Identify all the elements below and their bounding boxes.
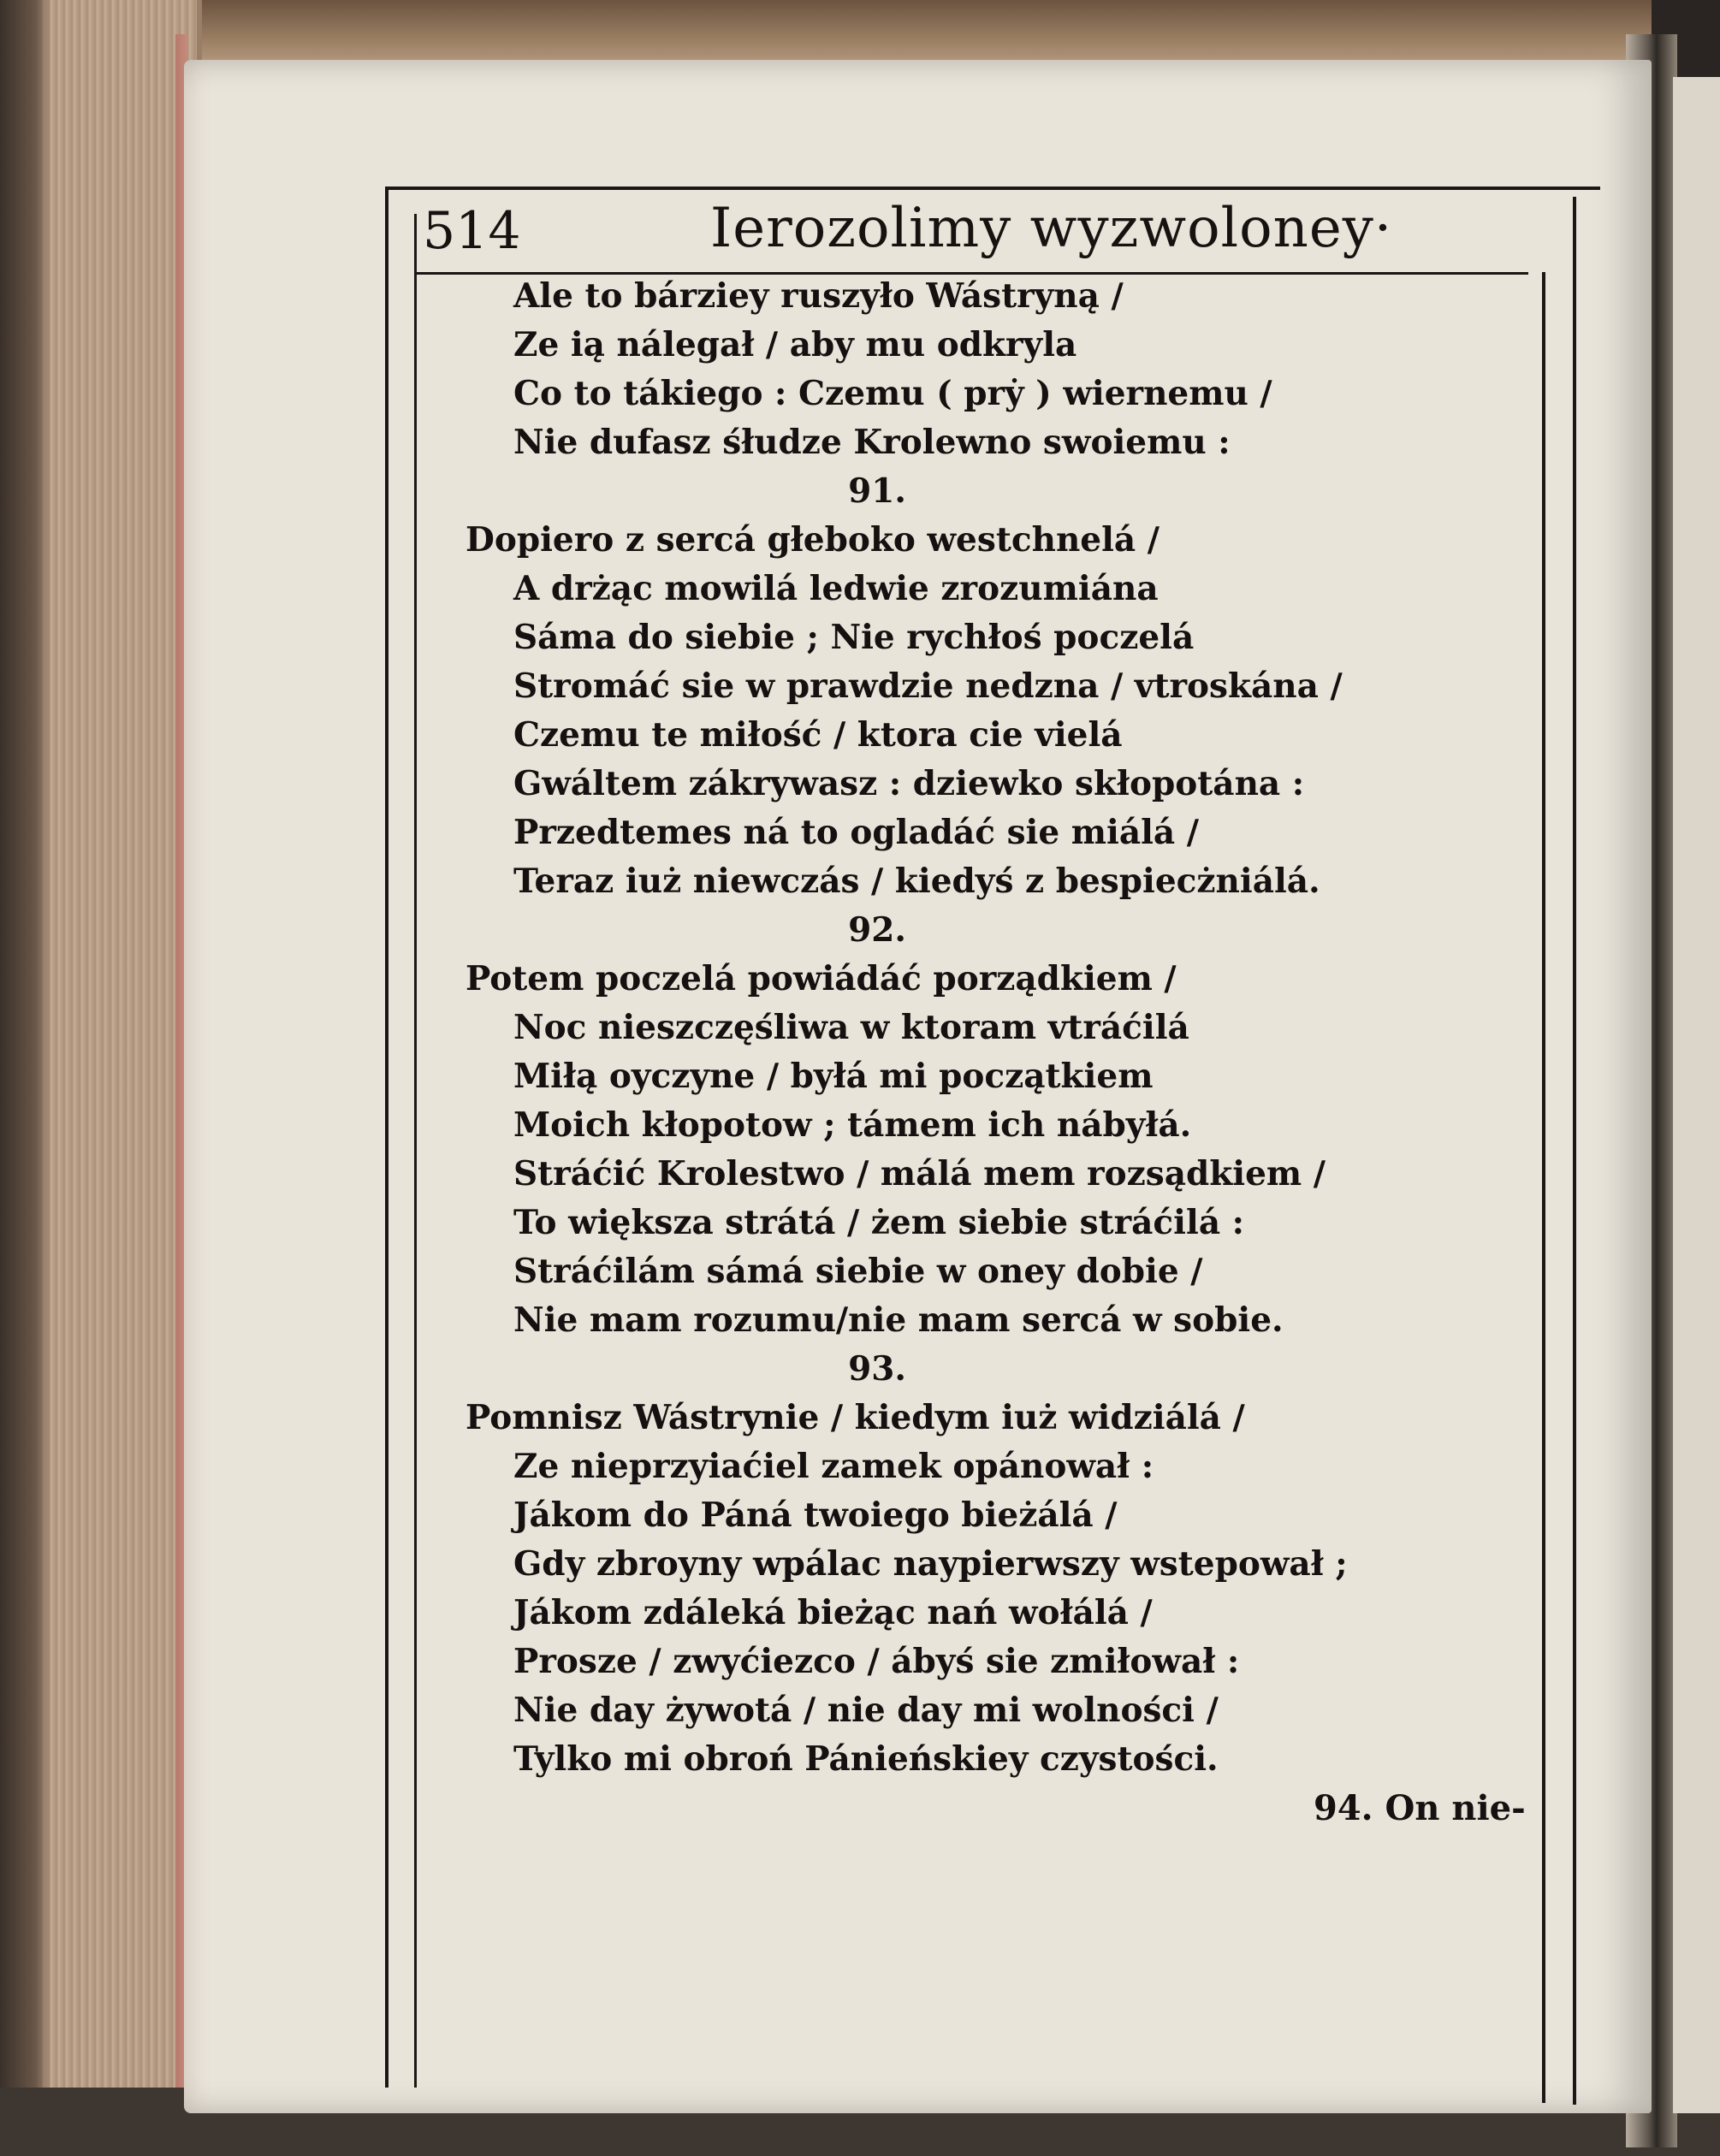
- verse-line: Nie mam rozumu/nie mam sercá w sobie.: [513, 1300, 1284, 1340]
- verse-line: Dopiero z sercá głeboko westchnelá /: [466, 520, 1160, 560]
- verse-line: Jákom do Páná twoiego bieżálá /: [513, 1496, 1118, 1535]
- page-stack-shadow: [0, 0, 51, 2156]
- verse-line: Nie day żywotá / nie day mi wolności /: [513, 1691, 1219, 1730]
- stanza-number: 93.: [848, 1349, 906, 1389]
- verse-line: Miłą oyczyne / byłá mi początkiem: [513, 1057, 1154, 1096]
- verse-line: A drżąc mowilá ledwie zrozumiána: [513, 569, 1159, 608]
- verse-line: Jákom zdáleká bieżąc nań wołálá /: [513, 1593, 1153, 1632]
- verse-line: Stromáć sie w prawdzie nedzna / vtroskána /: [513, 666, 1343, 706]
- verse-line: Ze nieprzyiaćiel zamek opánował :: [513, 1447, 1154, 1486]
- verse-line: Moich kłopotow ; támem ich nábyłá.: [513, 1105, 1192, 1145]
- verse-line: Prosze / zwyćiezco / ábyś sie zmiłował :: [513, 1642, 1240, 1681]
- verse-line: Ze ią nálegał / aby mu odkryla: [513, 325, 1077, 364]
- verse-line: To większa strátá / żem siebie stráćilá :: [513, 1203, 1245, 1242]
- verse-line: Stráćić Krolestwo / málá mem rozsądkiem /: [513, 1154, 1326, 1194]
- verse-line: Pomnisz Wástrynie / kiedym iuż widziálá /: [466, 1398, 1245, 1437]
- verse-line: Teraz iuż niewczás / kiedyś z bespiecżniálá.: [513, 862, 1320, 901]
- page-number: 514: [423, 201, 521, 261]
- facing-page: [1673, 77, 1720, 2113]
- verse-line: Noc nieszczęśliwa w ktoram vtráćilá: [513, 1008, 1189, 1047]
- stanza-number: 92.: [848, 910, 906, 950]
- verse-line: Przedtemes ná to ogladáć sie miálá /: [513, 813, 1200, 852]
- frame-rule-right-outer: [1573, 197, 1576, 2105]
- verse-line: Gdy zbroyny wpálac naypierwszy wstepował ;: [513, 1544, 1348, 1584]
- verse-line: Tylko mi obroń Pánieńskiey czystości.: [513, 1739, 1219, 1779]
- verse-line: Ale to bárziey ruszyło Wástryną /: [513, 276, 1124, 316]
- catchword: 94. On nie-: [1314, 1788, 1526, 1828]
- frame-rule-left-outer: [385, 188, 388, 2088]
- stanza-number: 91.: [848, 471, 906, 511]
- verse-block: [466, 272, 1540, 1784]
- frame-rule-right-inner: [1542, 272, 1545, 2103]
- verse-line: Czemu te miłość / ktora cie vielá: [513, 715, 1123, 755]
- verse-line: Potem poczelá powiádáć porządkiem /: [466, 959, 1177, 998]
- book-top-edge: [0, 0, 1652, 68]
- verse-line: Gwáltem zákrywasz : dziewko skłopotána :: [513, 764, 1305, 803]
- frame-rule-top: [385, 187, 1600, 190]
- verse-line: Co to tákiego : Czemu ( prẏ ) wiernemu /: [513, 374, 1272, 413]
- running-title: Ierozolimy wyzwoloney·: [710, 197, 1393, 260]
- verse-line: Sáma do siebie ; Nie rychłoś poczelá: [513, 618, 1195, 657]
- frame-rule-left-inner: [414, 214, 417, 2088]
- verse-line: Nie dufasz śłudze Krolewno swoiemu :: [513, 423, 1231, 462]
- verse-line: Stráćilám sámá siebie w oney dobie /: [513, 1252, 1203, 1291]
